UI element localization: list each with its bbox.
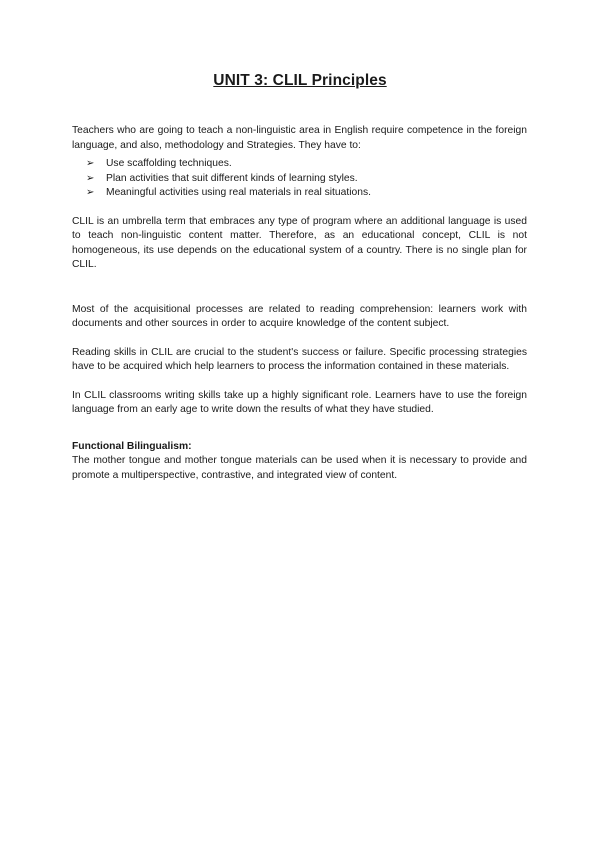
acquisitional-paragraph: Most of the acquisitional processes are related to reading comprehension: learners work with documents and other sources in order to acquire knowledge of the content subject. <box>72 303 527 329</box>
arrow-bullet-icon: ➢ <box>86 187 95 198</box>
arrow-bullet-icon: ➢ <box>86 158 95 169</box>
intro-paragraph: Teachers who are going to teach a non-linguistic area in English require competence in the foreign language, and also, methodology and Strategies. They have to: <box>72 125 527 151</box>
page-title: UNIT 3: CLIL Principles <box>213 72 387 89</box>
list-item <box>86 172 527 187</box>
reading-skills-paragraph: Reading skills in CLIL are crucial to the student's success or failure. Specific processing strategies have to be acquired which help learners to process the information contained in these materials. <box>72 346 527 372</box>
clil-definition-paragraph: CLIL is an umbrella term that embraces any type of program where an additional language is used to teach non-linguistic content matter. Therefore, as an educational concept, CLIL is not homogeneous, its use depends on the educational system of a country. There is no single plan for CLIL. <box>72 215 527 270</box>
list-item <box>86 157 527 172</box>
writing-skills-paragraph: In CLIL classrooms writing skills take up a highly significant role. Learners have to use the foreign language from an early age to write down the results of what they have studied. <box>72 389 527 415</box>
document-body <box>72 124 527 483</box>
functional-bilingualism-heading: Functional Bilingualism: <box>72 440 192 452</box>
list-item-text: Use scaffolding techniques. <box>106 158 232 169</box>
requirements-list <box>72 157 527 201</box>
functional-bilingualism-paragraph: The mother tongue and mother tongue materials can be used when it is necessary to provide and promote a multiperspective, contrastive, and integrated view of content. <box>72 455 527 481</box>
list-item <box>86 186 527 201</box>
list-item-text: Meaningful activities using real materials in real situations. <box>106 187 371 198</box>
list-item-text: Plan activities that suit different kinds of learning styles. <box>106 172 358 184</box>
arrow-bullet-icon: ➢ <box>86 172 95 184</box>
